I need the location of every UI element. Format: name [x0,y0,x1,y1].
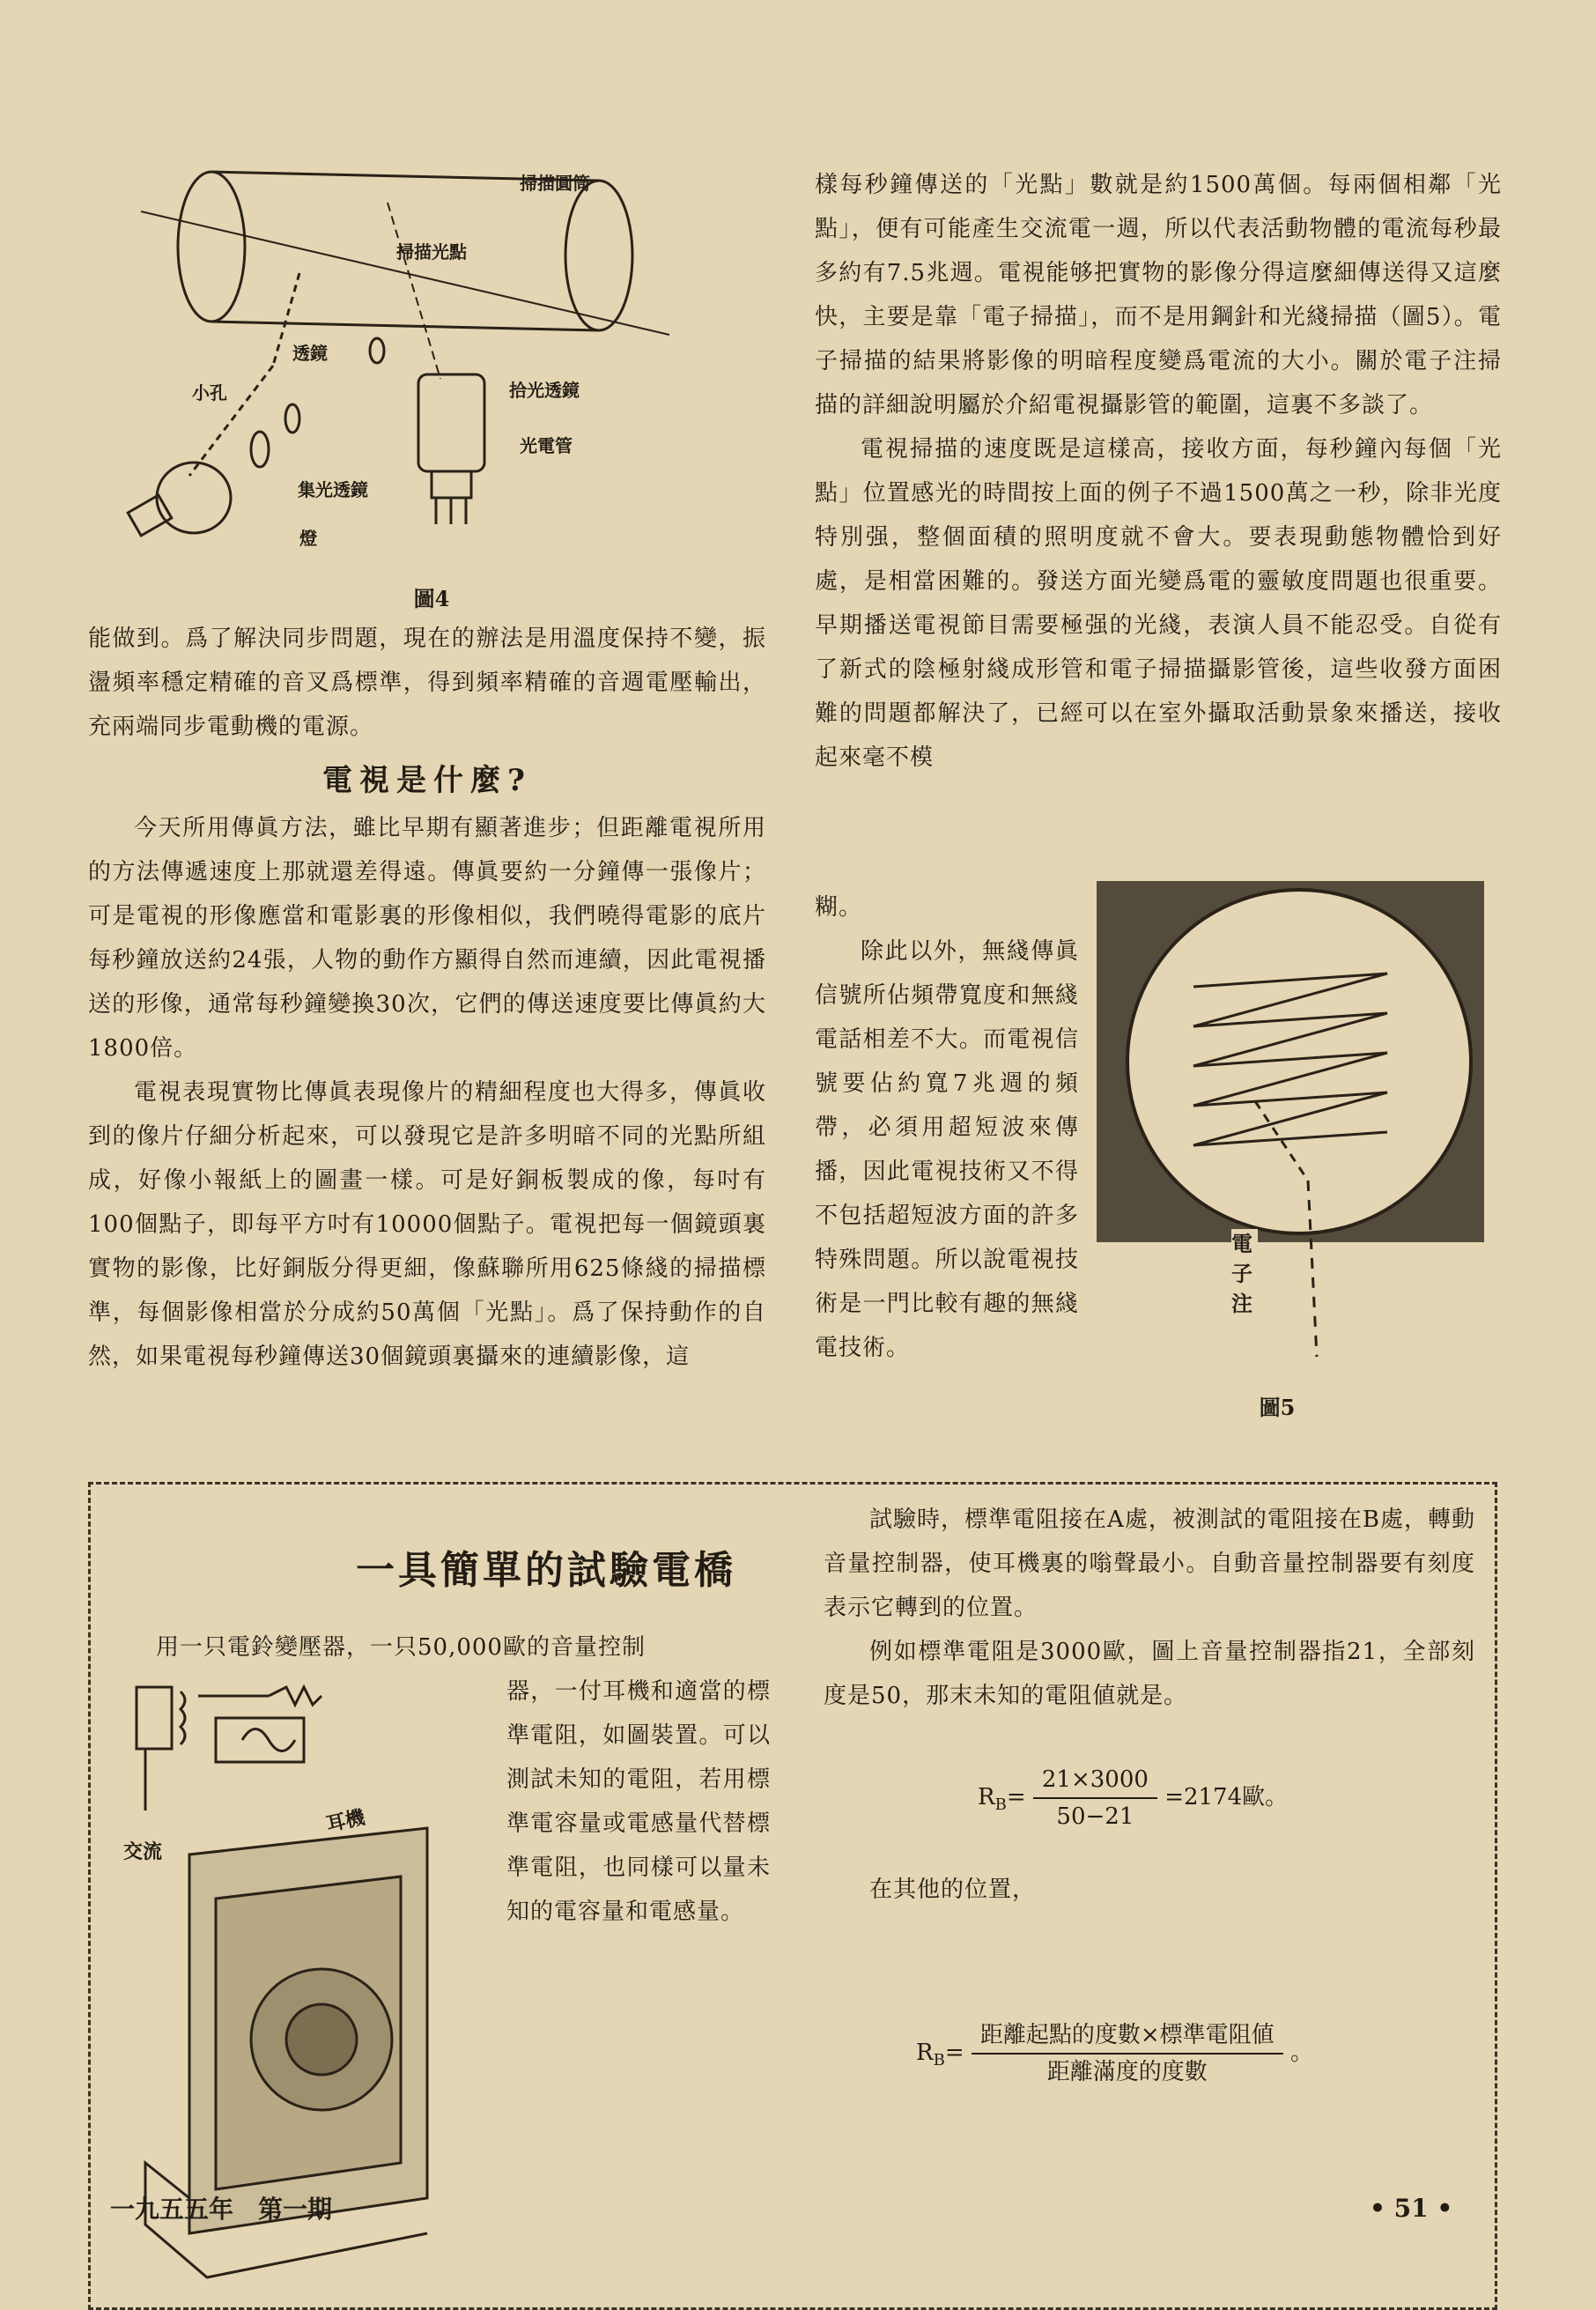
fig4-label-condenser: 集光透鏡 [298,479,368,500]
right-paragraph-1-end: 糊。 [815,894,863,921]
bridge-paragraph-3: 例如標準電阻是3000歐，圖上音量控制器指21，全部刻度是50，那末未知的電阻値就是。 [824,1639,1475,1709]
right-paragraph-1: 電視掃描的速度既是這樣高，接收方面，每秒鐘內每個「光點」位置感光的時間按上面的例子不過1500萬之一秒，除非光度特別强，整個面積的照明度就不會大。要表現動態物體恰到好處，是相當困難的。發送方面光變爲電的靈敏度問題也很重要。早期播送電視節目需要極强的光綫，表演人員不能忍受。自從有了新式的陰極射綫成形管和電子掃描攝影管後，這些收發方面困難的問題都解決了，已經可以在室外攝取活動景象來播送，接收起來毫不模 [815,436,1502,771]
formula-2-end: 。 [1289,2040,1313,2066]
formula-2-sub: B [933,2051,945,2070]
formula-1-lhs: R [978,1784,995,1810]
left-column-body [88,806,766,1379]
bridge-paragraph-1-line1: 用一只電鈴變壓器，一只50,000歐的音量控制 [156,1634,646,1661]
bridge-label-earphone: 耳機 [324,1805,367,1837]
right-column-top [815,163,1502,780]
formula-2-lhs: R [916,2040,934,2066]
bridge-label-ac: 交流 [123,1840,163,1863]
footer-issue: 一九五五年 第一期 [110,2195,333,2224]
right-column-narrow [815,885,1079,1370]
left-paragraph-continuation: 能做到。爲了解決同步問題，現在的辦法是用溫度保持不變，振盪頻率穩定精確的音叉爲標準，得到頻率精確的音週電壓輸出，充兩端同步電動機的電源。 [88,626,766,740]
fig4-label-lamp: 燈 [299,528,317,549]
figure-5-caption: 圖5 [1259,1395,1296,1420]
left-paragraph-1: 今天所用傳眞方法，雖比早期有顯著進步；但距離電視所用的方法傳遞速度上那就還差得遠。傳眞要約一分鐘傳一張像片；可是電視的形像應當和電影裏的形像相似，我們曉得電影的底片每秒鐘放送約24張，人物的動作方顯得自然而連續，因此電視播送的形像，通常每秒鐘變換30次，它們的傳送速度要比傳眞約大1800倍。 [88,815,766,1062]
formula-2: $R_B=$ $\frac{\text{距離起點的度數×標準電阻値}}{\text{距離滿度的度數}}$ 。 [916,2018,1313,2090]
fig4-label-tube: 光電管 [520,435,573,456]
figure-5-diagram [1097,881,1484,1357]
figure-4-diagram [123,150,687,581]
left-paragraph-2: 電視表現實物比傳眞表現像片的精細程度也大得多，傳眞收到的像片仔細分析起來，可以發現它是許多明暗不同的光點所組成，好像小報紙上的圖畫一樣。可是好銅板製成的像，每吋有100個點子，即每平方吋有10000個點子。電視把每一個鏡頭裏實物的影像，比好銅版分得更細，像蘇聯所用625條綫的掃描標準，每個影像相當於分成約50萬個「光點」。爲了保持動作的自然，如果電視每秒鐘傳送30個鏡頭裏攝來的連續影像，這 [88,1079,766,1370]
formula-1-numerator: 21×3000 [1033,1762,1157,1799]
fig4-label-hole: 小孔 [192,382,227,404]
footer-page-number: • 51 • [1370,2194,1453,2223]
fig5-label-beam: 電子注 [1231,1229,1258,1319]
bridge-narrow-text [506,1670,771,1934]
section-heading: 電視是什麼? [322,763,532,798]
figure-4-caption: 圖4 [413,586,450,611]
formula-1-denominator: 50−21 [1056,1803,1134,1830]
formula-1-sub: B [994,1795,1007,1815]
fig4-label-spot: 掃描光點 [396,241,467,263]
formula-2-numerator: 距離起點的度數×標準電阻値 [972,2018,1283,2055]
bridge-paragraph-1-rest: 器，一付耳機和適當的標準電阻，如圖裝置。可以測試未知的電阻，若用標準電容量或電感量代替標準電阻，也同樣可以量未知的電容量和電感量。 [506,1678,771,1925]
bridge-other-positions [824,1868,1475,1912]
formula-1: $R_B=$ $\frac{21\times 3000}{50-21}$ =2174歐。 [978,1762,1288,1834]
fig4-label-cylinder: 掃描圓筒 [520,173,590,194]
bridge-paragraph-4: 在其他的位置， [869,1877,1037,1903]
bridge-first-line [110,1625,815,1670]
fig4-label-pickup: 拾光透鏡 [509,380,580,401]
bridge-paragraph-2: 試驗時，標準電阻接在A處，被測試的電阻接在B處，轉動音量控制器，使耳機裏的嗡聲最小。自動音量控制器要有刻度表示它轉到的位置。 [824,1507,1475,1621]
bridge-right-text [824,1498,1475,1718]
right-paragraph-continuation: 樣每秒鐘傳送的「光點」數就是約1500萬個。每兩個相鄰「光點」，便有可能產生交流電一週，所以代表活動物體的電流每秒最多約有7.5兆週。電視能够把實物的影像分得這麼細傳送得又這麼快，主要是靠「電子掃描」，而不是用鋼針和光綫掃描（圖5）。電子掃描的結果將影像的明暗程度變爲電流的大小。關於電子注掃描的詳細說明屬於介紹電視攝影管的範圍，這裏不多談了。 [815,172,1502,418]
left-column-top [88,617,766,749]
bridge-article-title: 一具簡單的試驗電橋 [356,1548,736,1593]
formula-1-result: =2174歐。 [1164,1784,1289,1810]
right-paragraph-2: 除此以外，無綫傳眞信號所佔頻帶寬度和無綫電話相差不大。而電視信號要佔約寬7兆週的頻帶，必須用超短波來傳播，因此電視技術又不得不包括超短波方面的許多特殊問題。所以說電視技術是一門比較有趣的無綫電技術。 [815,938,1079,1361]
formula-2-denominator: 距離滿度的度數 [1046,2059,1208,2085]
fig4-label-lens: 透鏡 [292,343,328,364]
